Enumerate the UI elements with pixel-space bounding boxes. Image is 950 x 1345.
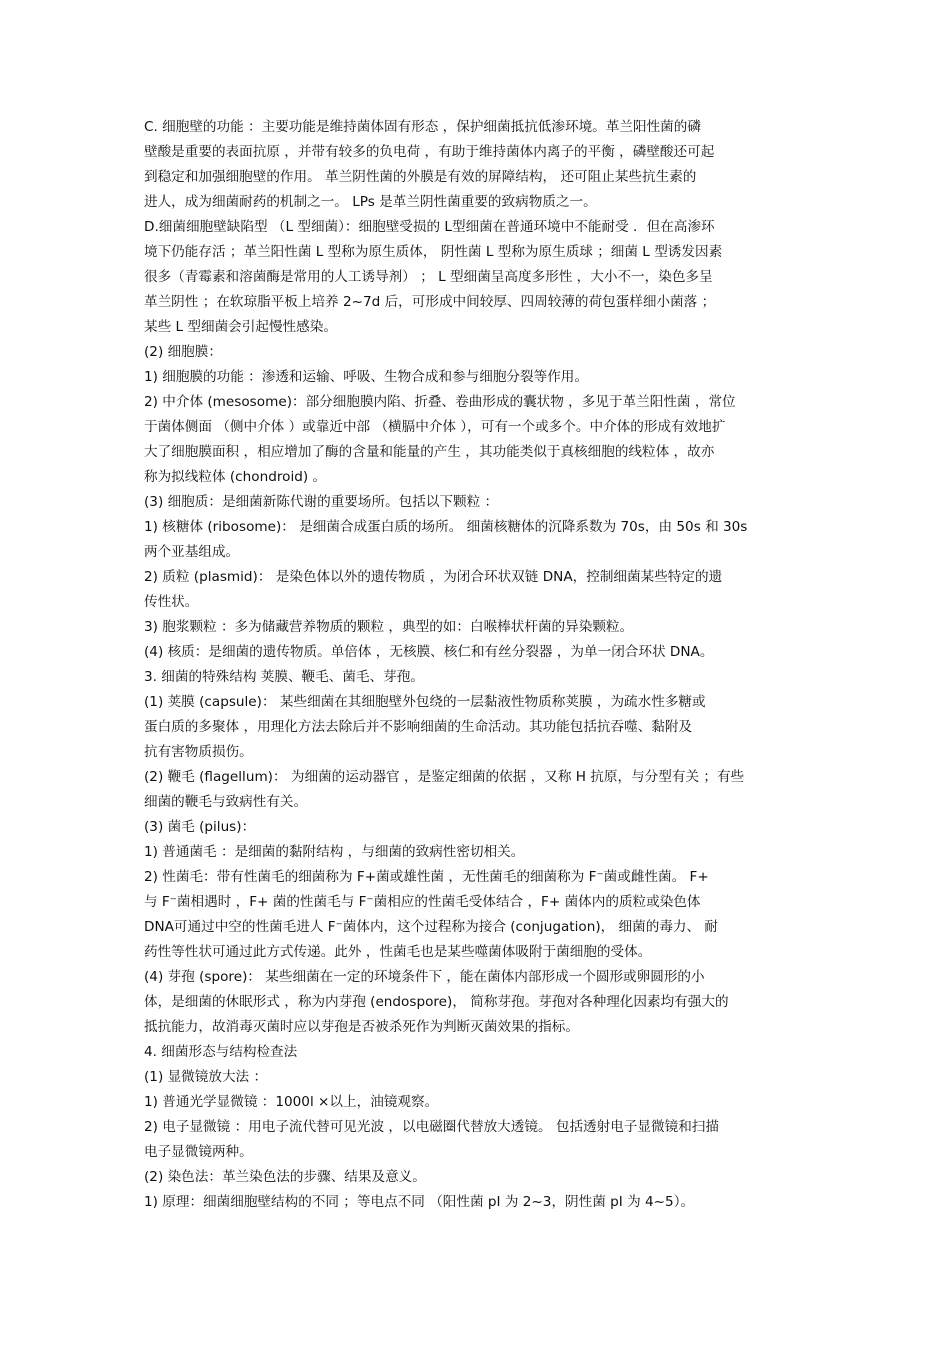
text-line: 2) 性菌毛：带有性菌毛的细菌称为 F+菌或雄性菌 ，无性菌毛的细菌称为 F⁻菌或雌性菌。 F+ bbox=[144, 869, 709, 885]
text-line: 与 F⁻菌相遇时 ，F+ 菌的性菌毛与 F⁻菌相应的性菌毛受体结合 ，F+ 菌体内的质粒或染色体 bbox=[144, 894, 701, 910]
text-line: 称为拟线粒体 (chondroid) 。 bbox=[144, 469, 327, 485]
text-line: 3. 细菌的特殊结构 荚膜、鞭毛、菌毛、芽孢。 bbox=[144, 669, 424, 685]
text-line: 1) 普通光学显微镜 ：1000l ×以上，油镜观察。 bbox=[144, 1094, 439, 1110]
text-line: 某些 L 型细菌会引起慢性感染。 bbox=[144, 319, 337, 335]
text-line: 2) 质粒 (plasmid)： 是染色体以外的遗传物质 ，为闭合环状双链 DNA，控制细菌某些特定的遗 bbox=[144, 569, 723, 585]
text-line: 到稳定和加强细胞壁的作用。 革兰阴性菌的外膜是有效的屏障结构， 还可阻止某些抗生素的 bbox=[144, 169, 697, 185]
text-line: 于菌体侧面 （侧中介体 ）或靠近中部 （横膈中介体 ），可有一个或多个。中介体的形成有效地扩 bbox=[144, 419, 726, 435]
text-line: D.细菌细胞壁缺陷型 （L 型细菌）：细胞壁受损的 L型细菌在普通环境中不能耐受 ．但在高渗环 bbox=[144, 219, 715, 235]
text-line: 细菌的鞭毛与致病性有关。 bbox=[144, 794, 308, 810]
text-line: 境下仍能存活 ；革兰阳性菌 L 型称为原生质体， 阴性菌 L 型称为原生质球 ；细菌 L 型诱发因素 bbox=[144, 244, 723, 260]
text-line: 传性状。 bbox=[144, 594, 199, 610]
text-line: (1) 荚膜 (capsule)： 某些细菌在其细胞壁外包绕的一层黏液性物质称荚膜 ，为疏水性多糖或 bbox=[144, 694, 706, 710]
text-line: 1) 普通菌毛 ：是细菌的黏附结构 ，与细菌的致病性密切相关。 bbox=[144, 844, 525, 860]
text-line: (1) 显微镜放大法 ： bbox=[144, 1069, 268, 1085]
text-line: 体，是细菌的休眠形式 ，称为内芽孢 (endospore)， 简称芽孢。芽孢对各种理化因素均有强大的 bbox=[144, 994, 729, 1010]
text-line: 大了细胞膜面积 ，相应增加了酶的含量和能量的产生 ，其功能类似于真核细胞的线粒体 ，故亦 bbox=[144, 444, 715, 460]
text-line: 两个亚基组成。 bbox=[144, 544, 240, 560]
text-line: 抗有害物质损伤。 bbox=[144, 744, 253, 760]
text-line: (2) 细胞膜： bbox=[144, 344, 222, 360]
text-line: (2) 鞭毛 (flagellum)： 为细菌的运动器官 ，是鉴定细菌的依据 ，又称 H 抗原，与分型有关 ；有些 bbox=[144, 769, 745, 785]
text-line: 2) 电子显微镜 ：用电子流代替可见光波 ，以电磁圈代替放大透镜。 包括透射电子显微镜和扫描 bbox=[144, 1119, 719, 1135]
text-line: C. 细胞壁的功能 ：主要功能是维持菌体固有形态 ，保护细菌抵抗低渗环境。革兰阳性菌的磷 bbox=[144, 119, 701, 135]
text-line: 很多（青霉素和溶菌酶是常用的人工诱导剂） ； L 型细菌呈高度多形性 ，大小不一，染色多呈 bbox=[144, 269, 713, 285]
text-line: 4. 细菌形态与结构检查法 bbox=[144, 1044, 298, 1060]
text-line: (2) 染色法：革兰染色法的步骤、结果及意义。 bbox=[144, 1169, 426, 1185]
text-line: 2) 中介体 (mesosome)：部分细胞膜内陷、折叠、卷曲形成的囊状物 ，多见于革兰阳性菌 ，常位 bbox=[144, 394, 736, 410]
text-line: 1) 细胞膜的功能 ：渗透和运输、呼吸、生物合成和参与细胞分裂等作用。 bbox=[144, 369, 588, 385]
text-line: (4) 核质：是细菌的遗传物质。单倍体 ，无核膜、核仁和有丝分裂器 ，为单一闭合环状 DNA。 bbox=[144, 644, 714, 660]
text-line: 抵抗能力，故消毒灭菌时应以芽孢是否被杀死作为判断灭菌效果的指标。 bbox=[144, 1019, 579, 1035]
text-line: 药性等性状可通过此方式传递。此外 ，性菌毛也是某些噬菌体吸附于菌细胞的受体。 bbox=[144, 944, 652, 960]
text-line: (3) 细胞质：是细菌新陈代谢的重要场所。包括以下颗粒 ： bbox=[144, 494, 499, 510]
text-line: (3) 菌毛 (pilus)： bbox=[144, 819, 256, 835]
text-line: 1) 核糖体 (ribosome)： 是细菌合成蛋白质的场所。 细菌核糖体的沉降系数为 70s，由 50s 和 30s bbox=[144, 519, 748, 535]
text-line: DNA可通过中空的性菌毛进人 F⁻菌体内，这个过程称为接合 (conjugation)， 细菌的毒力、 耐 bbox=[144, 919, 719, 935]
text-line: 革兰阴性 ；在软琼脂平板上培养 2~7d 后，可形成中间较厚、四周较薄的荷包蛋样细小菌落 ； bbox=[144, 294, 716, 310]
text-line: 壁酸是重要的表面抗原 ，并带有较多的负电荷 ，有助于维持菌体内离子的平衡 ，磷壁酸还可起 bbox=[144, 144, 715, 160]
text-line: (4) 芽孢 (spore)： 某些细菌在一定的环境条件下 ，能在菌体内部形成一个圆形或卵圆形的小 bbox=[144, 969, 705, 985]
text-line: 电子显微镜两种。 bbox=[144, 1144, 253, 1160]
text-line: 蛋白质的多聚体 ，用理化方法去除后并不影响细菌的生命活动。其功能包括抗吞噬、黏附及 bbox=[144, 719, 693, 735]
text-line: 1) 原理：细菌细胞壁结构的不同 ；等电点不同 （阳性菌 pI 为 2~3，阴性菌 pI 为 4~5）。 bbox=[144, 1194, 695, 1210]
text-line: 进人，成为细菌耐药的机制之一。 LPs 是革兰阴性菌重要的致病物质之一。 bbox=[144, 194, 597, 210]
text-line: 3) 胞浆颗粒 ：多为储藏营养物质的颗粒 ，典型的如：白喉棒状杆菌的异染颗粒。 bbox=[144, 619, 634, 635]
